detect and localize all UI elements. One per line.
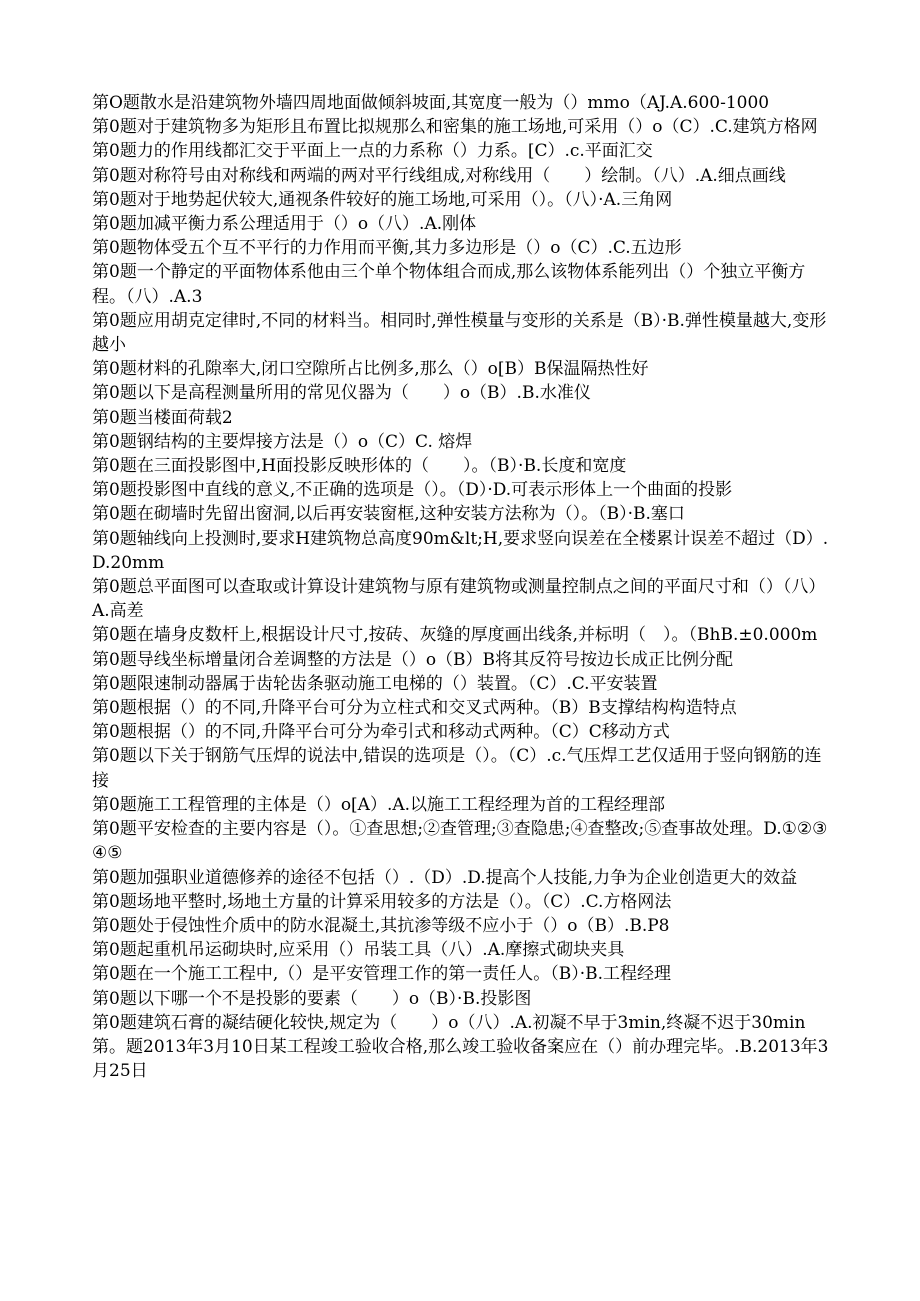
list-item: 第0题总平面图可以查取或计算设计建筑物与原有建筑物或测量控制点之间的平面尺寸和（）（八）A.高差 bbox=[92, 577, 826, 622]
list-item: 第0题建筑石膏的凝结硬化较快,规定为（ ）o（八）.A.初凝不早于3min,终凝不迟于30min bbox=[92, 1012, 806, 1033]
list-item: 第O题散水是沿建筑物外墙四周地面做倾斜坡面,其宽度一般为（）mmo（AJ.A.600-1000 bbox=[92, 93, 770, 113]
list-item: 第0题以下哪一个不是投影的要素（ ）o（B）·B.投影图 bbox=[92, 988, 532, 1009]
list-item: 第0题处于侵蚀性介质中的防水混凝土,其抗渗等级不应小于（）o（B）.B.P8 bbox=[92, 915, 670, 936]
list-item: 第0题力的作用线都汇交于平面上一点的力系称（）力系。[C）.c.平面汇交 bbox=[92, 141, 653, 162]
list-item: 第0题应用胡克定律时,不同的材料当。相同时,弹性模量与变形的关系是（B）·B.弹性模量越大,变形越小 bbox=[92, 310, 827, 356]
list-item: 第0题在一个施工工程中,（）是平安管理工作的第一责任人。（B）·B.工程经理 bbox=[92, 964, 672, 985]
list-item: 第0题对于地势起伏较大,通视条件较好的施工场地,可采用（）。（八）·A.三角网 bbox=[92, 189, 673, 210]
list-item: 第0题场地平整时,场地土方量的计算采用较多的方法是（）。（C）.C.方格网法 bbox=[92, 891, 672, 912]
list-item: 第0题加强职业道德修养的途径不包括（）.（D）.D.提高个人技能,力争为企业创造更大的效益 bbox=[92, 867, 798, 888]
list-item: 第0题在三面投影图中,H面投影反映形体的（ ）。（B）·B.长度和宽度 bbox=[92, 456, 627, 477]
list-item: 第0题一个静定的平面物体系他由三个单个物体组合而成,那么该物体系能列出（）个独立平衡方程。（八）.A.3 bbox=[92, 262, 806, 307]
list-item: 第0题平安检查的主要内容是（）。①查思想;②查管理;③查隐患;④查整改;⑤查事故处理。D.①②③④⑤ bbox=[92, 819, 828, 864]
list-item: 第0题投影图中直线的意义,不正确的选项是（）。（D）·D.可表示形体上一个曲面的投影 bbox=[92, 480, 733, 501]
list-item: 第0题限速制动器属于齿轮齿条驱动施工电梯的（）装置。（C）.C.平安装置 bbox=[92, 673, 658, 694]
list-item: 第0题对称符号由对称线和两端的两对平行线组成,对称线用（ ）绘制。（八）.A.细点画线 bbox=[92, 165, 786, 186]
list-item: 第0题轴线向上投测时,要求H建筑物总高度90m&lt;H,要求竖向误差在全楼累计误差不超过（D）.D.20mm bbox=[92, 528, 829, 573]
list-item: 第0题当楼面荷载2 bbox=[92, 407, 233, 428]
list-item: 第0题对于建筑物多为矩形且布置比拟规那么和密集的施工场地,可采用（）o（C）.C.建筑方格网 bbox=[92, 117, 818, 138]
list-item: 第0题根据（）的不同,升降平台可分为牵引式和移动式两种。（C）C移动方式 bbox=[92, 722, 670, 743]
list-item: 第0题导线坐标增量闭合差调整的方法是（）o（B）B将其反符号按边长成正比例分配 bbox=[92, 649, 734, 670]
list-item: 第0题材料的孔隙率大,闭口空隙所占比例多,那么（）o[B）B保温隔热性好 bbox=[92, 359, 649, 380]
list-item: 第0题起重机吊运砌块时,应采用（）吊装工具（八）.A.摩擦式砌块夹具 bbox=[92, 940, 625, 961]
list-item: 第0题施工工程管理的主体是（）o[A）.A.以施工工程经理为首的工程经理部 bbox=[92, 794, 666, 815]
list-item: 第0题加减平衡力系公理适用于（）o（八）.A.刚体 bbox=[92, 214, 477, 235]
list-item: 第0题在墙身皮数杆上,根据设计尺寸,按砖、灰缝的厚度画出线条,并标明（ ）。（BhB.±0.000m bbox=[92, 625, 818, 646]
list-item: 第0题以下是高程测量所用的常见仪器为（ ）o（B）.B.水准仪 bbox=[92, 383, 591, 404]
list-item: 第0题物体受五个互不平行的力作用而平衡,其力多边形是（）o（C）.C.五边形 bbox=[92, 238, 682, 259]
list-item: 第0题钢结构的主要焊接方法是（）o（C）C. 熔焊 bbox=[92, 431, 473, 452]
list-item: 第0题在砌墙时先留出窗洞,以后再安装窗框,这种安装方法称为（）。（B）·B.塞口 bbox=[92, 504, 685, 525]
list-item: 第。题2013年3月10日某工程竣工验收合格,那么竣工验收备案应在（）前办理完毕。.B.2013年3月25日 bbox=[92, 1036, 829, 1082]
question-list bbox=[92, 91, 830, 1083]
list-item: 第0题根据（）的不同,升降平台可分为立柱式和交叉式两种。（B）B支撑结构构造特点 bbox=[92, 698, 737, 719]
list-item: 第0题以下关于钢筋气压焊的说法中,错误的选项是（）。（C）.c.气压焊工艺仅适用于竖向钢筋的连接 bbox=[92, 746, 822, 791]
